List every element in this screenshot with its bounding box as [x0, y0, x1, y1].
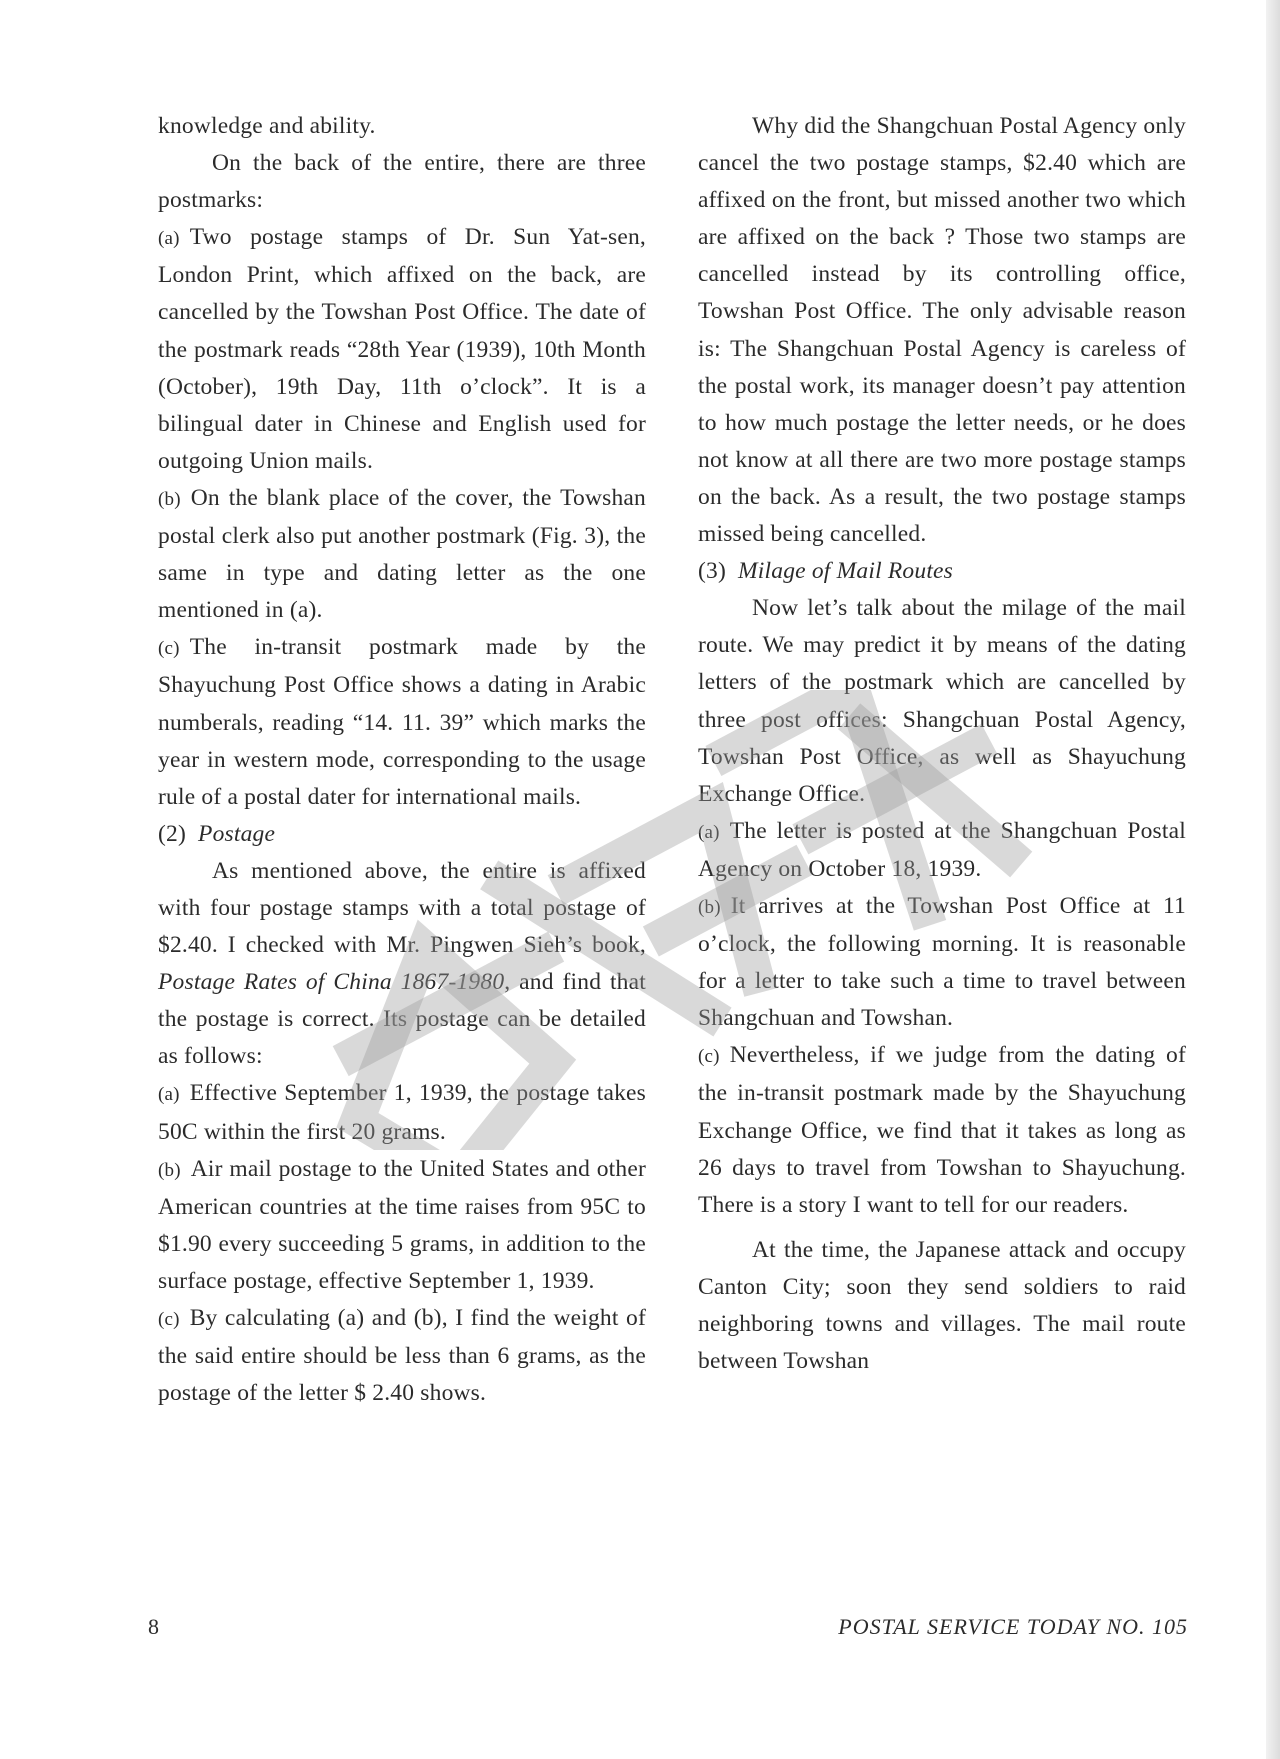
heading-number: (3): [698, 558, 727, 585]
item-text: The in-transit postmark made by the Shayuchung Post Office shows a dating in Arabic numberals, reading “14. 11. 39” which marks the year in western mode, corresponding to the usage rule of a postal dater for international mails.: [158, 634, 646, 810]
item-label: (c): [158, 638, 180, 660]
item-label: (b): [158, 1159, 181, 1181]
list-item: [158, 629, 646, 815]
item-label: (a): [158, 228, 180, 250]
right-column: [698, 108, 1186, 1380]
paragraph: Why did the Shangchuan Postal Agency only cancel the two postage stamps, $2.40 which are affixed on the front, but missed another two which are affixed on the back ? Those two stamps are cancelled instead by its controlling office, Towshan Post Office. The only advisable reason is: The Shangchuan Postal Agency is careless of the postal work, its manager doesn’t pay attention to how much postage the letter needs, or he does not know at all there are two more postage stamps on the back. As a result, the two postage stamps missed being cancelled.: [698, 113, 1186, 548]
page-number: 8: [148, 1614, 159, 1639]
text-run: , and find that the postage is correct. Its postage can be detailed as follows:: [158, 969, 646, 1070]
spacer: [698, 1224, 1186, 1232]
paragraph: On the back of the entire, there are three postmarks:: [158, 150, 646, 214]
item-text: Nevertheless, if we judge from the dating of the in-transit postmark made by the Shayuchung Exchange Office, we find that it takes as long as 26 days to travel from Towshan to Shayuchung. There is a story I want to tell for our readers.: [698, 1042, 1186, 1218]
list-item: [698, 813, 1186, 888]
item-label: (b): [698, 896, 721, 918]
list-item: [698, 888, 1186, 1037]
list-item: [158, 480, 646, 629]
paragraph: At the time, the Japanese attack and occupy Canton City; soon they send soldiers to raid neighboring towns and villages. The mail route between Towshan: [698, 1236, 1186, 1375]
list-item: [158, 1300, 646, 1412]
book-title: Postage Rates of China 1867-1980: [158, 969, 505, 996]
heading-title: Milage of Mail Routes: [738, 558, 954, 585]
item-text: The letter is posted at the Shangchuan Postal Agency on October 18, 1939.: [698, 817, 1186, 882]
list-item: [158, 219, 646, 480]
list-item: [158, 1151, 646, 1300]
item-text: By calculating (a) and (b), I find the weight of the said entire should be less than 6 grams, as the postage of the letter $ 2.40 shows.: [158, 1305, 646, 1407]
page-edge: [1266, 0, 1280, 1759]
item-text: On the blank place of the cover, the Towshan postal clerk also put another postmark (Fig. 3), the same in type and dating letter as the one mentioned in (a).: [158, 484, 646, 624]
item-label: (c): [158, 1309, 180, 1330]
heading-title: Postage: [198, 820, 276, 847]
item-label: (b): [158, 488, 181, 510]
item-text: Effective September 1, 1939, the postage takes 50C within the first 20 grams.: [158, 1080, 646, 1145]
item-label: (c): [698, 1046, 720, 1068]
list-item: [158, 1075, 646, 1150]
item-label: (a): [158, 1084, 180, 1106]
item-text: It arrives at the Towshan Post Office at 11 o’clock, the following morning. It is reasonable for a letter to take such a time to travel between Shangchuan and Towshan.: [698, 892, 1186, 1032]
text-run: As mentioned above, the entire is affixed with four postage stamps with a total postage of $2.40. I checked with Mr. Pingwen Sieh’s book,: [158, 857, 646, 959]
paragraph: knowledge and ability.: [158, 113, 376, 139]
item-text: Air mail postage to the United States and other American countries at the time raises from 95C to $1.90 every succeeding 5 grams, in addition to the surface postage, effective September 1, 1939.: [158, 1155, 646, 1294]
paragraph: Now let’s talk about the milage of the mail route. We may predict it by means of the dating letters of the postmark which are cancelled by three post offices: Shangchuan Postal Agency, Towshan Post Office, as well as Shayuchung Exchange Office.: [698, 595, 1186, 807]
heading-number: (2): [158, 820, 187, 847]
list-item: [698, 1037, 1186, 1223]
item-label: (a): [698, 821, 720, 843]
item-text: Two postage stamps of Dr. Sun Yat-sen, London Print, which affixed on the back, are cancelled by the Towshan Post Office. The date of the postmark reads “28th Year (1939), 10th Month (October), 19th Day, 11th o’clock”. It is a bilingual dater in Chinese and English used for outgoing Union mails.: [158, 224, 646, 474]
section-heading: [698, 553, 1186, 590]
section-heading: [158, 816, 646, 853]
publication-footer: POSTAL SERVICE TODAY NO. 105: [838, 1614, 1188, 1639]
paragraph: [158, 853, 646, 1076]
left-column: [158, 108, 646, 1412]
